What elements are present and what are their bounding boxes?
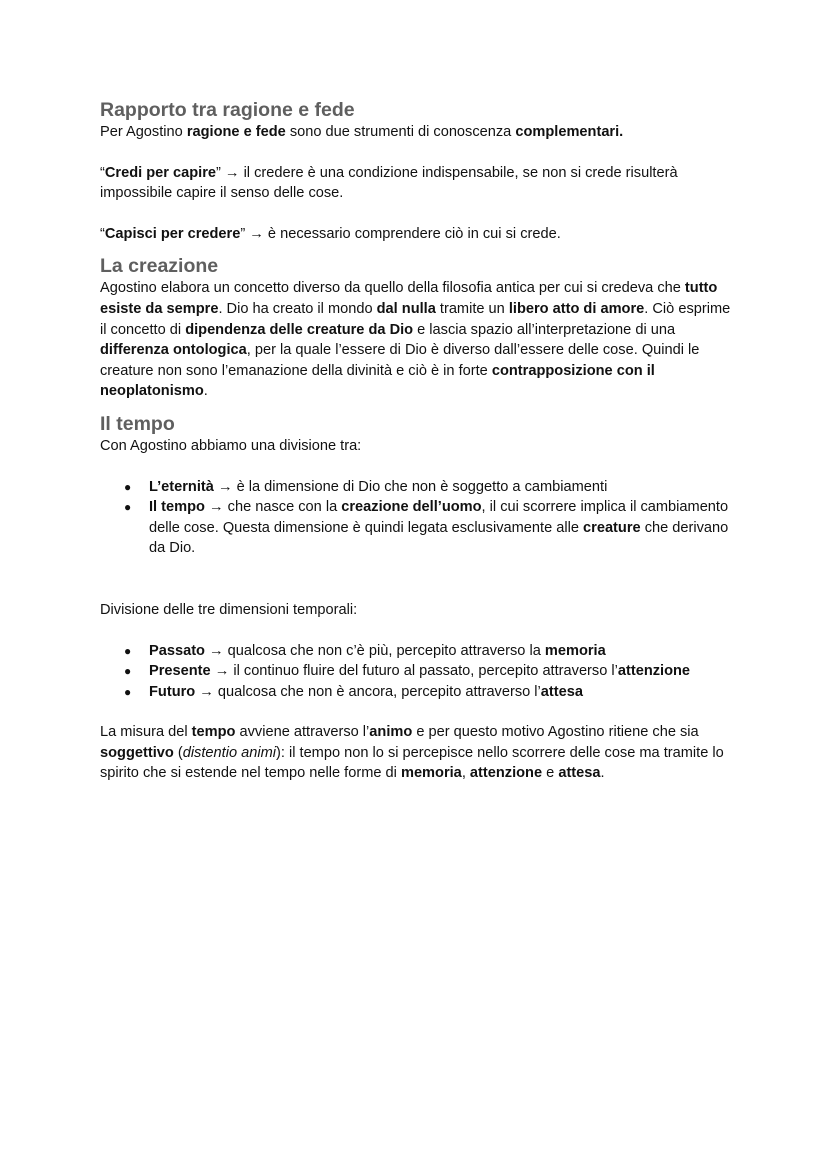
text-run: . Dio ha creato il mondo <box>218 300 377 317</box>
bold-text: creature <box>583 519 641 536</box>
paragraph-ragione-fede-intro <box>100 122 732 143</box>
bold-text: Credi per capire <box>104 164 216 181</box>
text-run: . <box>600 765 605 782</box>
text-run: , il cui scorrere implica il cambiamento delle cose. Questa dimensione è quindi legata esclusivamente alle <box>149 499 729 536</box>
bullet-icon: ● <box>124 643 132 658</box>
bold-text: Futuro <box>149 683 196 700</box>
bold-text: creazione dell’uomo <box>341 499 482 516</box>
text-run: tramite un <box>435 300 509 317</box>
list-dimensioni-temporali <box>100 641 732 703</box>
text-run: sono due strumenti di conoscenza <box>285 124 516 140</box>
bold-text: tutto esiste da sempre <box>100 280 718 317</box>
paragraph-creazione <box>100 278 732 402</box>
bold-text: L’eternità <box>149 478 214 495</box>
heading-creazione: La creazione <box>100 255 219 278</box>
text-run: Agostino elabora un concetto diverso da quello della filosofia antica per cui si credeva che <box>100 280 685 297</box>
text-run: , per la quale l’essere di Dio è diverso dall’essere delle cose. Quindi le creature non sono l’emanazione della divinità e ciò è in forte <box>100 342 700 379</box>
text-run: → il continuo fluire del futuro al passato, percepito attraverso l’ <box>210 663 618 680</box>
text-run: , <box>461 765 470 782</box>
text-run: La misura del <box>100 724 192 741</box>
text-run: e per questo motivo Agostino ritiene che sia <box>412 724 699 741</box>
bold-text: tempo <box>191 724 236 741</box>
text-run: ” → è necessario comprendere ciò in cui si crede. <box>240 225 561 242</box>
bold-text: attenzione <box>617 663 691 680</box>
bold-text: libero atto di amore <box>508 300 645 317</box>
bold-text: dal nulla <box>376 300 436 317</box>
list-item <box>124 641 732 662</box>
bold-text: animo <box>369 724 413 741</box>
bold-text: Presente <box>149 663 211 680</box>
text-run: . <box>203 383 208 400</box>
text-run: e lascia spazio all’interpretazione di una <box>413 321 676 338</box>
list-item <box>124 477 732 498</box>
bold-text: dipendenza delle creature da Dio <box>185 321 414 338</box>
bold-text: attesa <box>558 765 601 782</box>
paragraph-tempo-intro: Con Agostino abbiamo una divisione tra: <box>100 437 362 454</box>
text-run: → qualcosa che non è ancora, percepito attraverso l’ <box>195 683 541 700</box>
list-item <box>124 682 732 703</box>
bullet-icon: ● <box>124 684 132 699</box>
text-run: Per Agostino <box>100 124 187 140</box>
bold-text: Passato <box>149 642 205 659</box>
heading-tempo: Il tempo <box>100 412 175 435</box>
bold-text: attenzione <box>469 765 543 782</box>
bullet-icon: ● <box>124 664 132 679</box>
bullet-icon: ● <box>124 500 132 515</box>
bold-text: soggettivo <box>100 744 174 761</box>
text-run: → è la dimensione di Dio che non è soggetto a cambiamenti <box>213 478 608 495</box>
bold-text: memoria <box>544 642 606 659</box>
paragraph-dimensioni-intro: Divisione delle tre dimensioni temporali: <box>100 601 358 618</box>
text-run: “ <box>100 164 105 181</box>
text-run: ( <box>173 744 183 761</box>
text-run: avviene attraverso l’ <box>235 724 370 741</box>
paragraph-capisci-per-credere <box>100 224 732 245</box>
text-run: che derivano da Dio. <box>149 519 729 557</box>
bold-text: Il tempo <box>149 499 205 516</box>
text-run: → qualcosa che non c’è più, percepito attraverso la <box>204 642 545 659</box>
bold-text: Capisci per credere <box>104 225 241 242</box>
text-run: e <box>542 765 559 782</box>
italic-text: distentio animi <box>182 744 276 761</box>
bold-text: contrapposizione con il neoplatonismo <box>100 362 655 400</box>
text-run: “ <box>100 225 105 242</box>
text-run: → che nasce con la <box>204 499 342 516</box>
list-item <box>124 661 732 682</box>
document-page <box>100 98 732 784</box>
text-run: ” → il credere è una condizione indispensabile, se non si crede risulterà impossibile capire il senso delle cose. <box>100 164 678 202</box>
heading-ragione-fede: Rapporto tra ragione e fede <box>100 99 355 121</box>
paragraph-misura-tempo <box>100 722 732 784</box>
list-item <box>124 497 732 559</box>
bold-text: differenza ontologica <box>100 342 247 359</box>
text-run: ): il tempo non lo si percepisce nello scorrere delle cose ma tramite lo spirito che si estende nel tempo nelle forme di <box>100 744 724 782</box>
list-eternita-tempo <box>100 477 732 559</box>
bullet-icon: ● <box>124 479 132 494</box>
bold-text: memoria <box>400 765 462 782</box>
text-run: . Ciò esprime il concetto di <box>100 300 731 338</box>
bold-text: attesa <box>540 683 583 700</box>
bold-text: complementari. <box>515 124 624 140</box>
paragraph-credi-per-capire <box>100 163 732 204</box>
bold-text: ragione e fede <box>186 124 286 140</box>
